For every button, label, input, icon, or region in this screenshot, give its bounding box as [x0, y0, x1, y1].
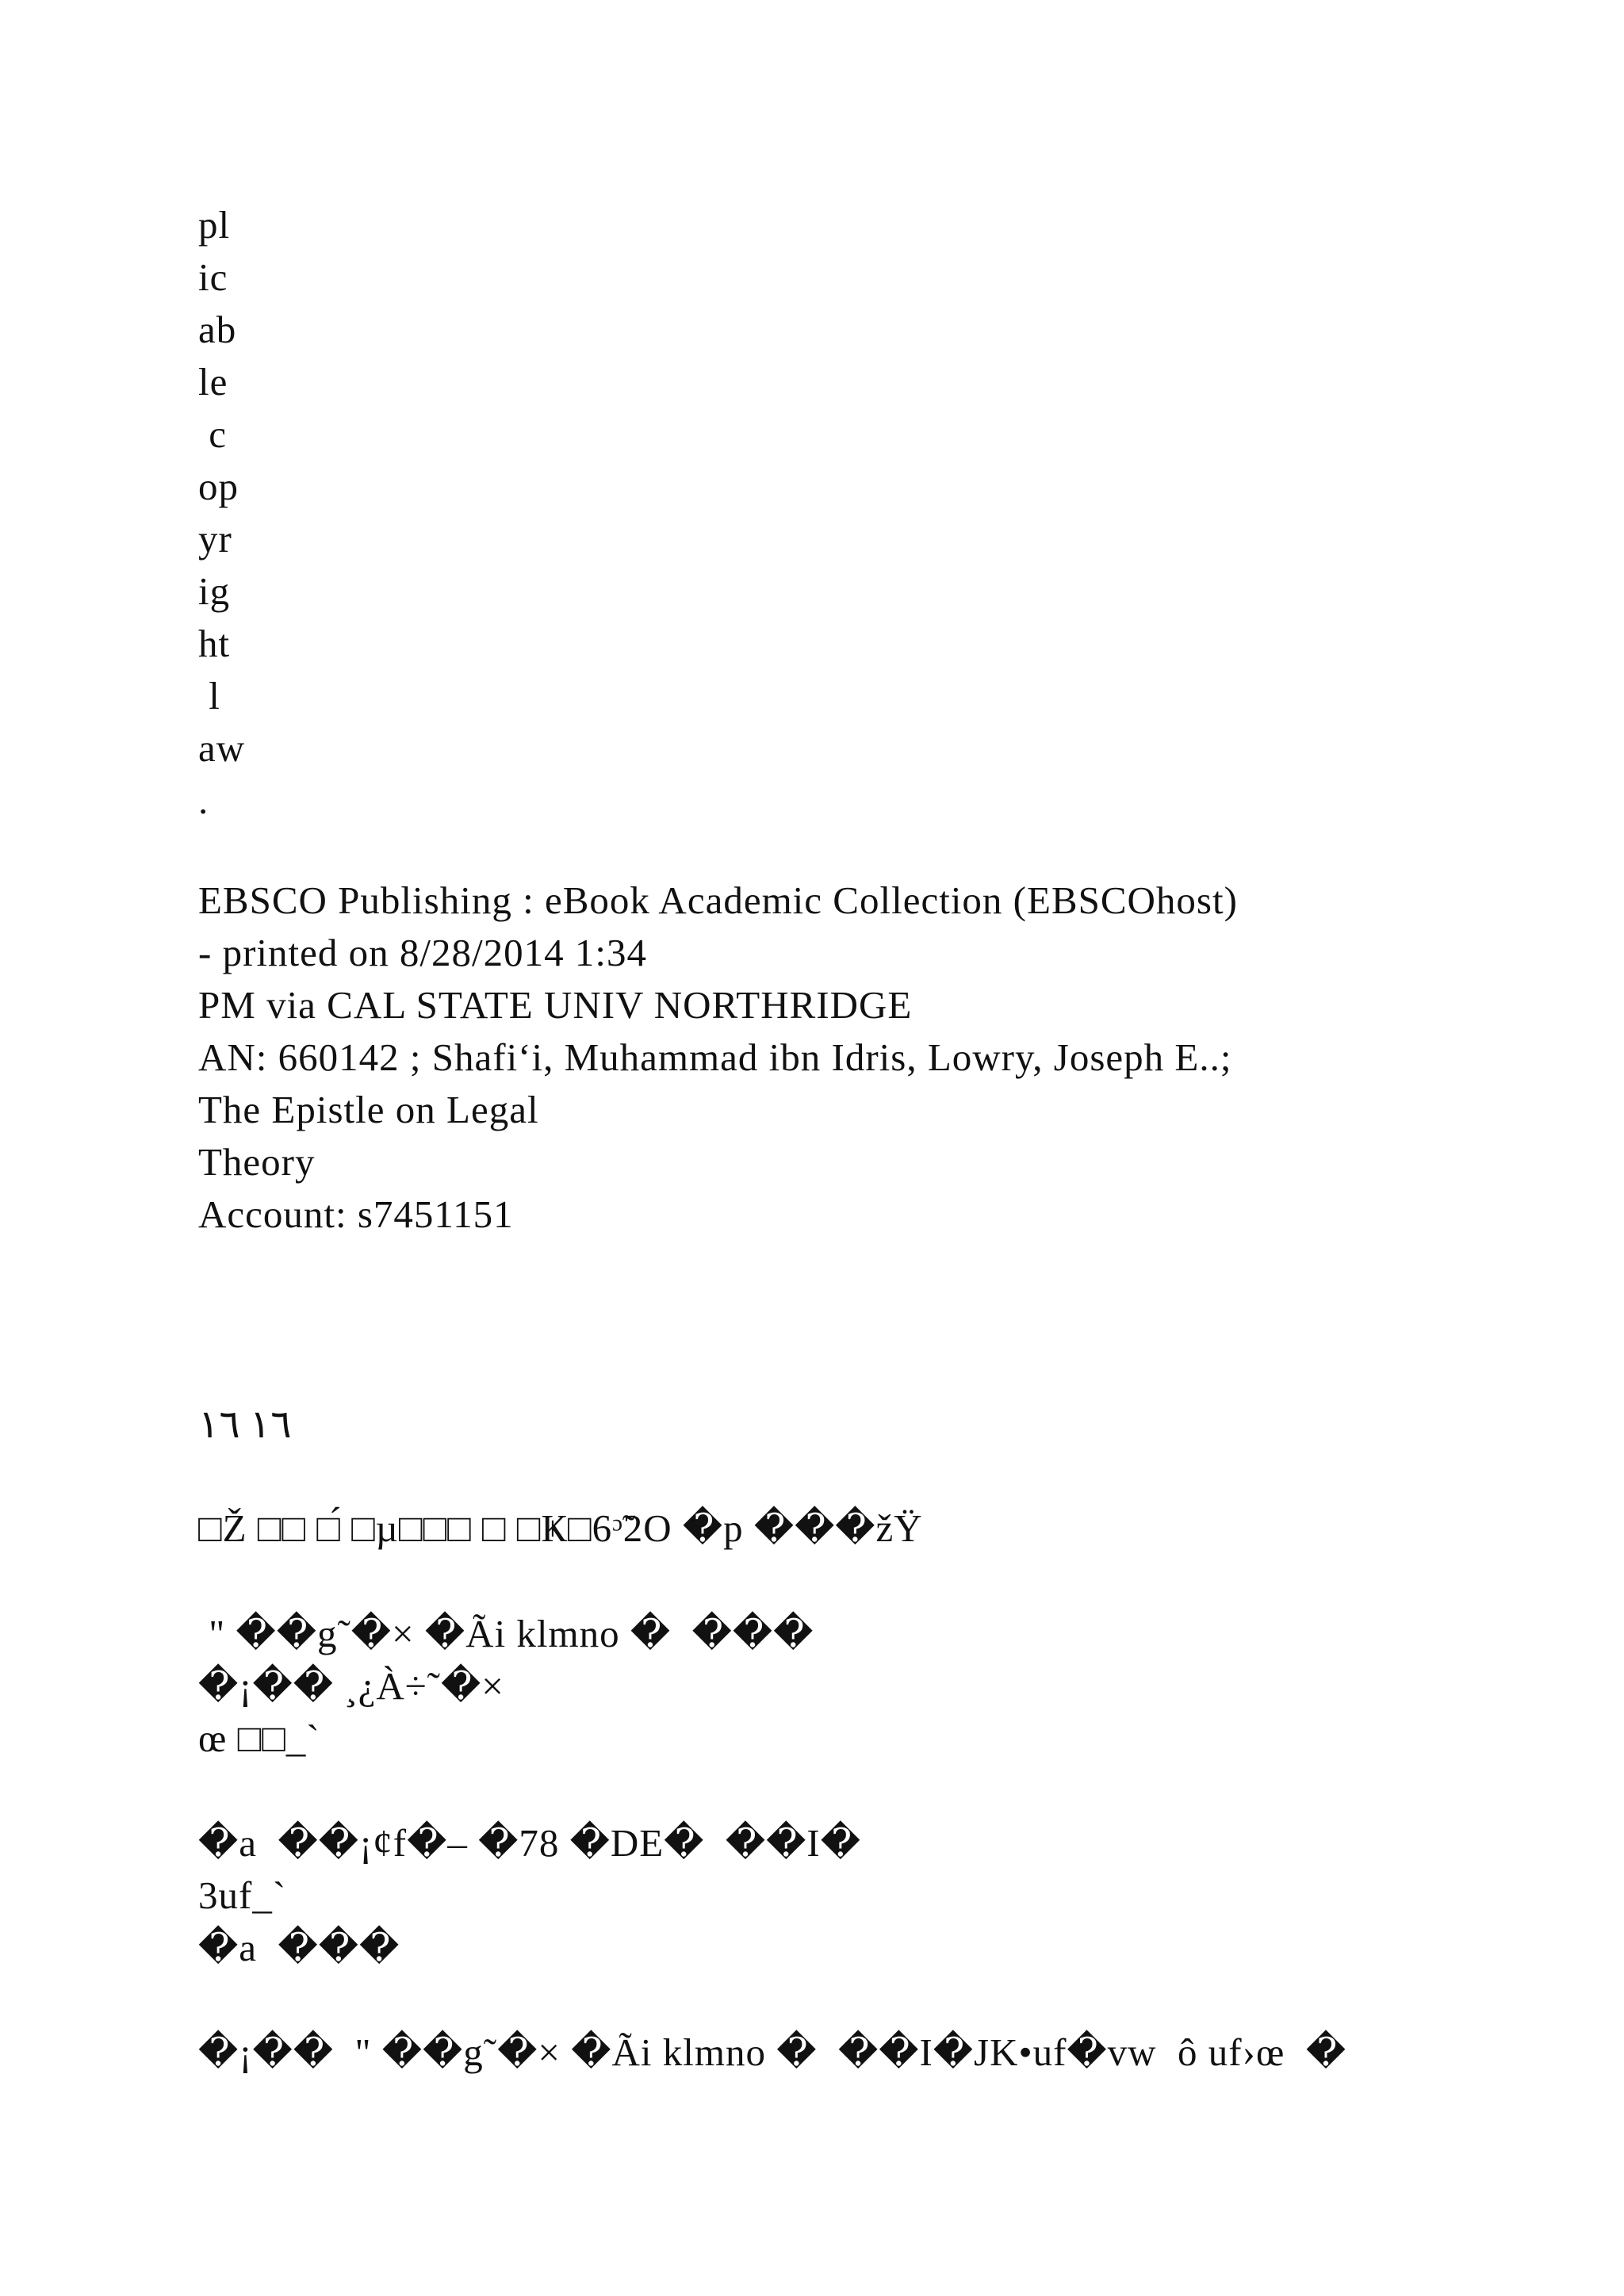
citation-title: The Epistle on Legal — [198, 1088, 539, 1131]
citation-title-cont: Theory — [198, 1140, 316, 1184]
garbled-line: œ □□_` — [198, 1716, 320, 1760]
fragment-line: op — [198, 465, 239, 508]
garbled-line: 3uf_` — [198, 1873, 287, 1917]
fragment-line: l — [198, 674, 220, 718]
fragment-line: le — [198, 360, 228, 404]
fragment-line: ic — [198, 255, 228, 299]
citation-account: Account: s7451151 — [198, 1192, 514, 1236]
garbled-line: " ��g˜�× �Ãi klmno � ��� — [198, 1612, 814, 1655]
fragment-line: yr — [198, 517, 232, 561]
arabic-page-numbers: ١٦ ١٦ — [198, 1402, 292, 1446]
fragment-line: ht — [198, 622, 231, 665]
citation-accession: AN: 660142 ; Shafi‘i, Muhammad ibn Idris, Lowry, Joseph E..; — [198, 1035, 1232, 1079]
garbled-line: �¡�� ¸¿À÷˜�× — [198, 1664, 504, 1708]
garbled-line: �a ��¡¢f�– �78 �DE� ��I� — [198, 1821, 861, 1865]
fragment-line: . — [198, 779, 209, 822]
fragment-line: ab — [198, 308, 237, 351]
citation-institution: PM via CAL STATE UNIV NORTHRIDGE — [198, 983, 913, 1027]
fragment-line: ig — [198, 569, 231, 613]
citation-printed: - printed on 8/28/2014 1:34 — [198, 931, 647, 974]
citation-source: EBSCO Publishing : eBook Academic Collection (EBSCOhost) — [198, 878, 1238, 922]
garbled-line: �a ��� — [198, 1926, 400, 1969]
fragment-line: c — [198, 412, 227, 456]
garbled-line: □Ž □□ □́ □µ□□□ □ □Ҝ□6ᵓ̃2O �p ���žŸ — [198, 1506, 923, 1550]
fragment-line: pl — [198, 203, 231, 247]
garbled-line: �¡�� " ��g˜�× �Ãi klmno � ��I�JK•uf�vw ô uf›œ � — [198, 2030, 1347, 2074]
fragment-line: aw — [198, 726, 246, 770]
